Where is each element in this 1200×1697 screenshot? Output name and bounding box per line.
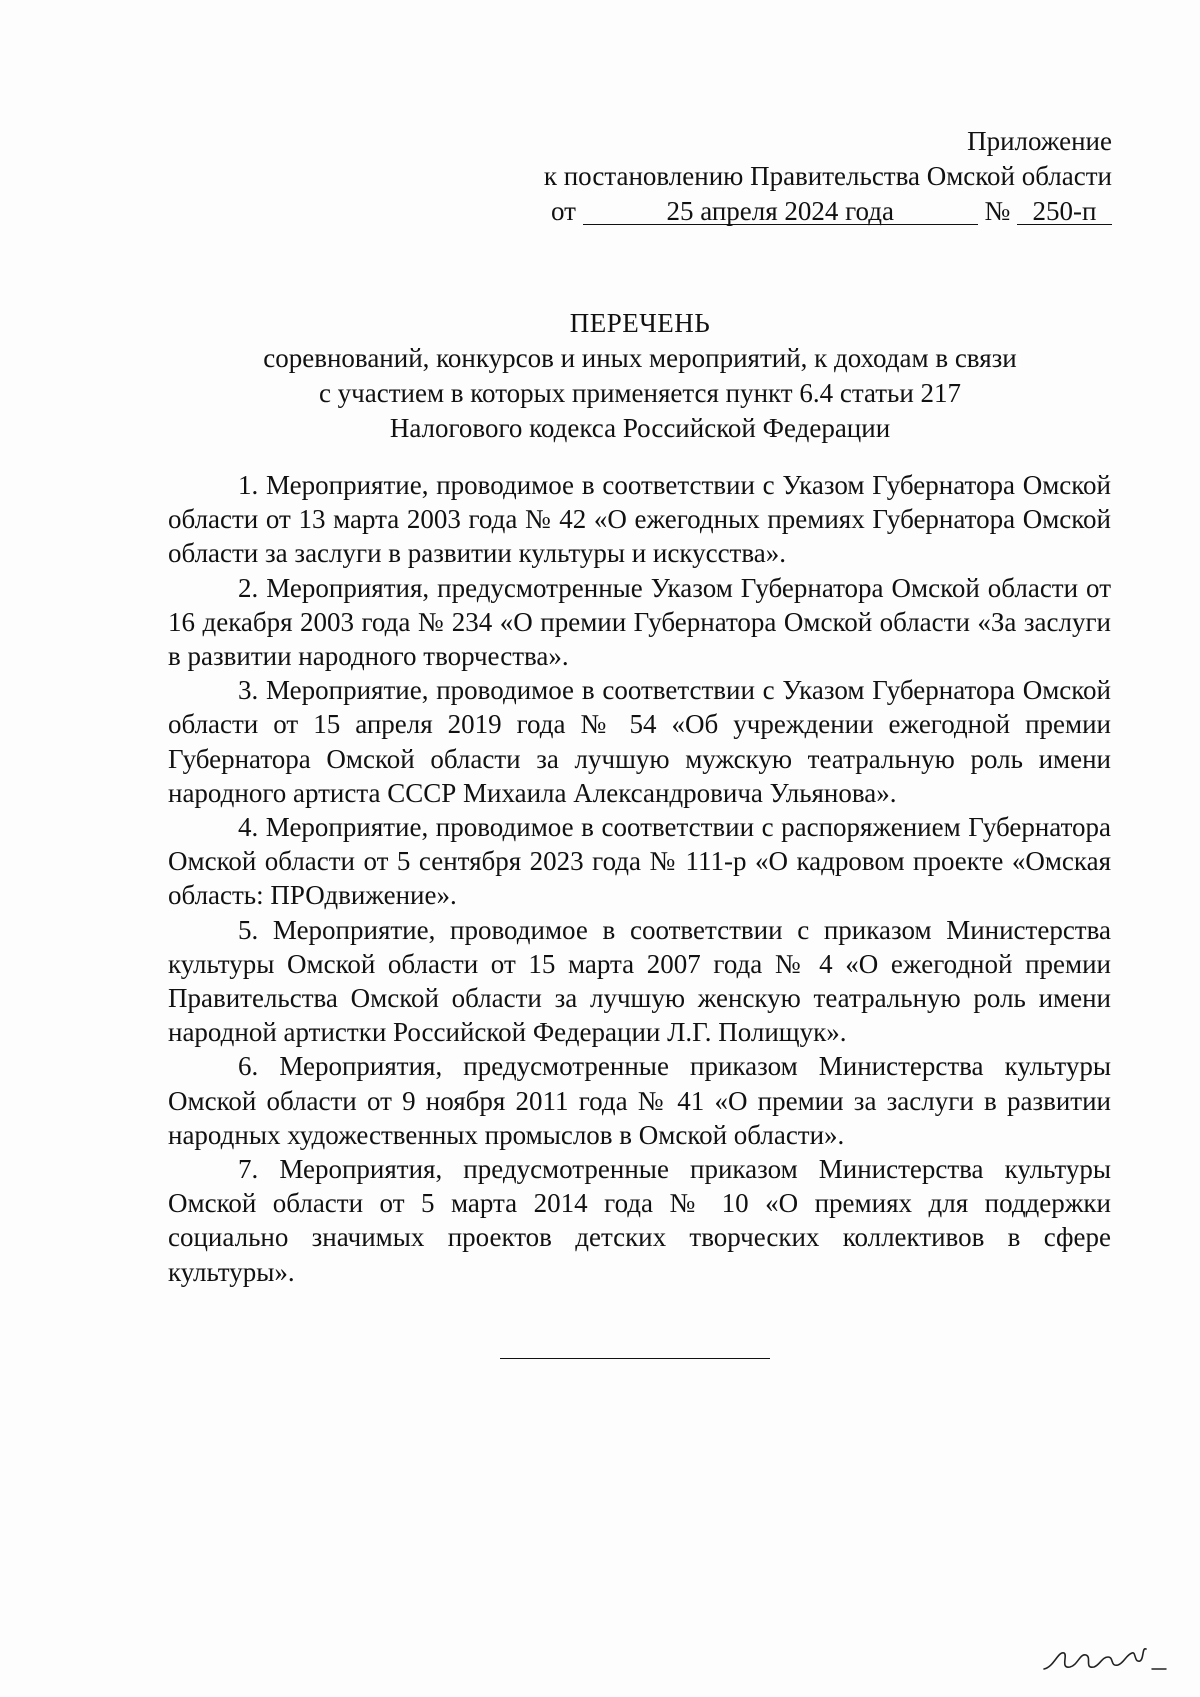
list-item: 3. Мероприятие, проводимое в соответствии с Указом Губернатора Омской области от 15 апреля 2019 года № 54 «Об учреждении ежегодной премии Губернатора Омской области за лучшую мужскую театральную роль имени народного артиста СССР Михаила Александровича Ульянова». [168, 675, 1111, 808]
decree-date: 25 апреля 2024 года [583, 198, 978, 225]
from-label: от [551, 196, 576, 226]
list-item: 6. Мероприятия, предусмотренные приказом Министерства культуры Омской области от 9 ноября 2011 года № 41 «О премии за заслуги в развитии народных художественных промыслов в Омской области». [168, 1051, 1111, 1150]
list-item: 4. Мероприятие, проводимое в соответствии с распоряжением Губернатора Омской области от 5 сентября 2023 года № 111-р «О кадровом проекте «Омская область: ПРОдвижение». [168, 812, 1111, 911]
list-item: 1. Мероприятие, проводимое в соответствии с Указом Губернатора Омской области от 13 марта 2003 года № 42 «О ежегодных премиях Губернатора Омской области за заслуги в развитии культуры и искусства». [168, 470, 1111, 569]
items-list [168, 468, 1111, 1289]
appendix-label: Приложение [967, 126, 1112, 156]
appendix-reference: к постановлению Правительства Омской области [543, 161, 1112, 191]
document-title [160, 306, 1120, 446]
appendix-header [544, 124, 1112, 229]
decree-number: 250-п [1017, 198, 1112, 225]
list-item: 2. Мероприятия, предусмотренные Указом Губернатора Омской области от 16 декабря 2003 года № 234 «О премии Губернатора Омской области «За заслуги в развитии народного творчества». [168, 572, 1111, 672]
handwritten-signature [1040, 1639, 1170, 1679]
number-label: № [984, 196, 1011, 226]
end-divider [500, 1358, 770, 1359]
title-heading: ПЕРЕЧЕНЬ [569, 308, 711, 338]
list-item: 7. Мероприятия, предусмотренные приказом Министерства культуры Омской области от 5 марта 2014 года № 10 «О премиях для поддержки социально значимых проектов детских творческих коллективов в сфере культуры». [168, 1154, 1111, 1287]
list-item: 5. Мероприятие, проводимое в соответствии с приказом Министерства культуры Омской области от 15 марта 2007 года № 4 «О ежегодной премии Правительства Омской области за лучшую женскую театральную роль имени народной артистки Российской Федерации Л.Г. Полищук». [168, 914, 1111, 1048]
title-line: с участием в которых применяется пункт 6.4 статьи 217 [318, 378, 962, 408]
appendix-date-line [544, 194, 1112, 229]
title-line: Налогового кодекса Российской Федерации [389, 413, 891, 443]
title-line: соревнований, конкурсов и иных мероприятий, к доходам в связи [263, 343, 1017, 373]
